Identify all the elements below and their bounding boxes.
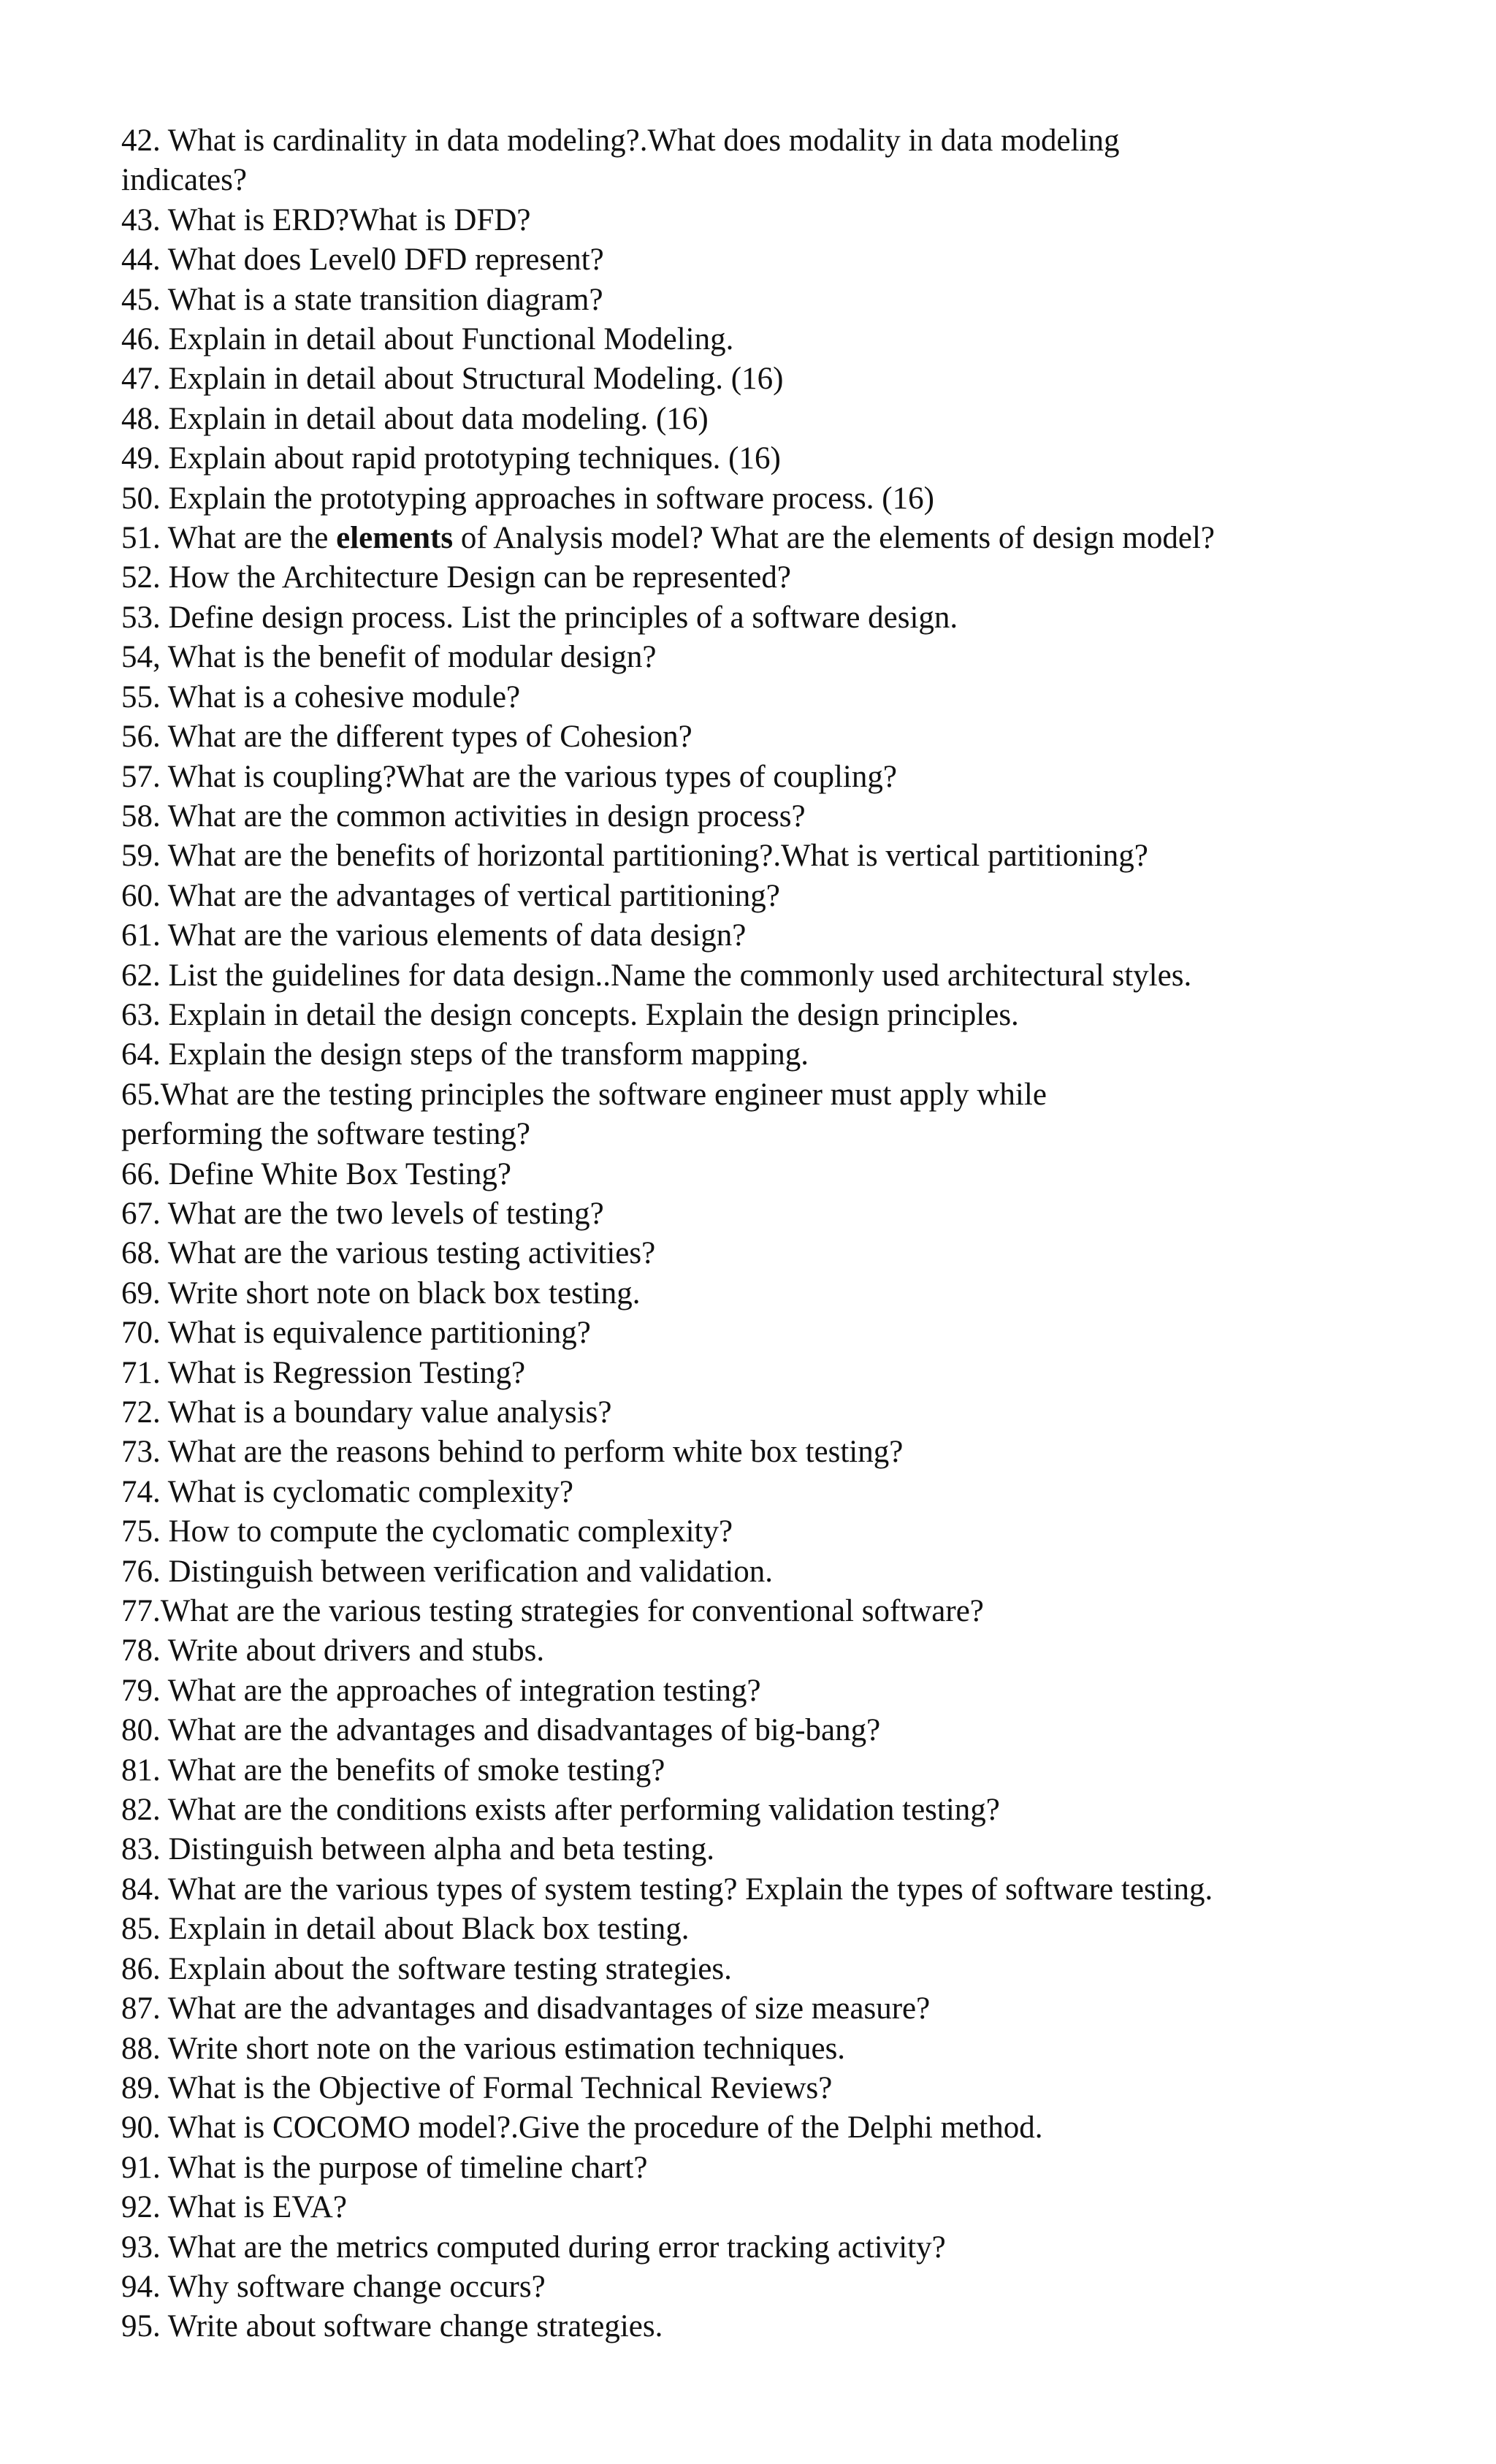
question-line: 43. What is ERD?What is DFD?	[121, 202, 531, 237]
question-line: 87. What are the advantages and disadvantages of size measure?	[121, 1991, 931, 2026]
question-line: 75. How to compute the cyclomatic complexity?	[121, 1514, 733, 1549]
question-line: 92. What is EVA?	[121, 2190, 347, 2225]
question-line: 76. Distinguish between verification and validation.	[121, 1554, 774, 1589]
question-line: indicates?	[121, 163, 247, 198]
question-line: 64. Explain the design steps of the transform mapping.	[121, 1037, 809, 1072]
question-line: 72. What is a boundary value analysis?	[121, 1395, 612, 1430]
question-line: 89. What is the Objective of Formal Technical Reviews?	[121, 2070, 833, 2105]
question-line: 93. What are the metrics computed during error tracking activity?	[121, 2230, 946, 2265]
question-line: 58. What are the common activities in design process?	[121, 798, 806, 834]
question-line: 46. Explain in detail about Functional Modeling.	[121, 322, 734, 357]
question-line: 79. What are the approaches of integration testing?	[121, 1673, 761, 1708]
question-line: 88. Write short note on the various estimation techniques.	[121, 2031, 846, 2066]
question-line: 81. What are the benefits of smoke testing?	[121, 1752, 665, 1788]
question-line: 49. Explain about rapid prototyping techniques. (16)	[121, 441, 781, 476]
bold-term: elements	[336, 521, 454, 556]
question-line: 69. Write short note on black box testing.	[121, 1275, 641, 1311]
question-line: 62. List the guidelines for data design..Name the commonly used architectural styles.	[121, 958, 1192, 993]
question-text-after: of Analysis model? What are the elements of design model?	[453, 521, 1215, 556]
question-line	[121, 519, 1480, 558]
question-line: 94. Why software change occurs?	[121, 2269, 546, 2304]
question-line: 67. What are the two levels of testing?	[121, 1196, 604, 1231]
question-line: 55. What is a cohesive module?	[121, 679, 521, 714]
question-line: 95. Write about software change strategies.	[121, 2309, 663, 2344]
question-list	[121, 121, 1480, 2347]
question-line: 90. What is COCOMO model?.Give the procedure of the Delphi method.	[121, 2110, 1043, 2145]
question-line: 80. What are the advantages and disadvantages of big-bang?	[121, 1713, 881, 1748]
question-line: 63. Explain in detail the design concepts. Explain the design principles.	[121, 997, 1019, 1032]
question-line: 44. What does Level0 DFD represent?	[121, 243, 604, 278]
question-line: 53. Define design process. List the principles of a software design.	[121, 600, 958, 635]
question-line: 86. Explain about the software testing strategies.	[121, 1951, 732, 1986]
question-text-before: 51. What are the	[121, 521, 337, 556]
question-line: performing the software testing?	[121, 1117, 531, 1152]
question-line: 57. What is coupling?What are the various types of coupling?	[121, 759, 897, 794]
question-line: 47. Explain in detail about Structural Modeling. (16)	[121, 362, 784, 397]
question-line: 74. What is cyclomatic complexity?	[121, 1474, 573, 1509]
question-line: 60. What are the advantages of vertical partitioning?	[121, 878, 780, 913]
question-line: 48. Explain in detail about data modeling. (16)	[121, 401, 709, 436]
question-line: 77.What are the various testing strategies for conventional software?	[121, 1594, 984, 1629]
question-line: 45. What is a state transition diagram?	[121, 282, 603, 317]
question-line: 85. Explain in detail about Black box testing.	[121, 1912, 690, 1947]
question-line: 68. What are the various testing activities?	[121, 1236, 656, 1271]
question-line: 50. Explain the prototyping approaches in software process. (16)	[121, 481, 934, 516]
question-line: 56. What are the different types of Cohesion?	[121, 720, 692, 755]
question-line: 83. Distinguish between alpha and beta testing.	[121, 1832, 715, 1867]
question-line: 84. What are the various types of system testing? Explain the types of software testing.	[121, 1872, 1213, 1907]
question-line: 78. Write about drivers and stubs.	[121, 1633, 545, 1668]
question-line: 66. Define White Box Testing?	[121, 1156, 511, 1191]
question-line: 42. What is cardinality in data modeling?.What does modality in data modeling	[121, 123, 1120, 158]
question-line: 91. What is the purpose of timeline chart?	[121, 2150, 648, 2185]
question-line: 65.What are the testing principles the software engineer must apply while	[121, 1077, 1047, 1112]
question-line: 82. What are the conditions exists after performing validation testing?	[121, 1793, 1000, 1828]
question-line: 59. What are the benefits of horizontal partitioning?.What is vertical partitioning?	[121, 839, 1148, 874]
question-line: 52. How the Architecture Design can be represented?	[121, 560, 791, 595]
question-line: 61. What are the various elements of data design?	[121, 918, 747, 953]
question-line: 54, What is the benefit of modular design?	[121, 640, 657, 675]
question-line: 71. What is Regression Testing?	[121, 1355, 526, 1390]
question-line: 73. What are the reasons behind to perform white box testing?	[121, 1435, 904, 1470]
question-line: 70. What is equivalence partitioning?	[121, 1316, 591, 1351]
